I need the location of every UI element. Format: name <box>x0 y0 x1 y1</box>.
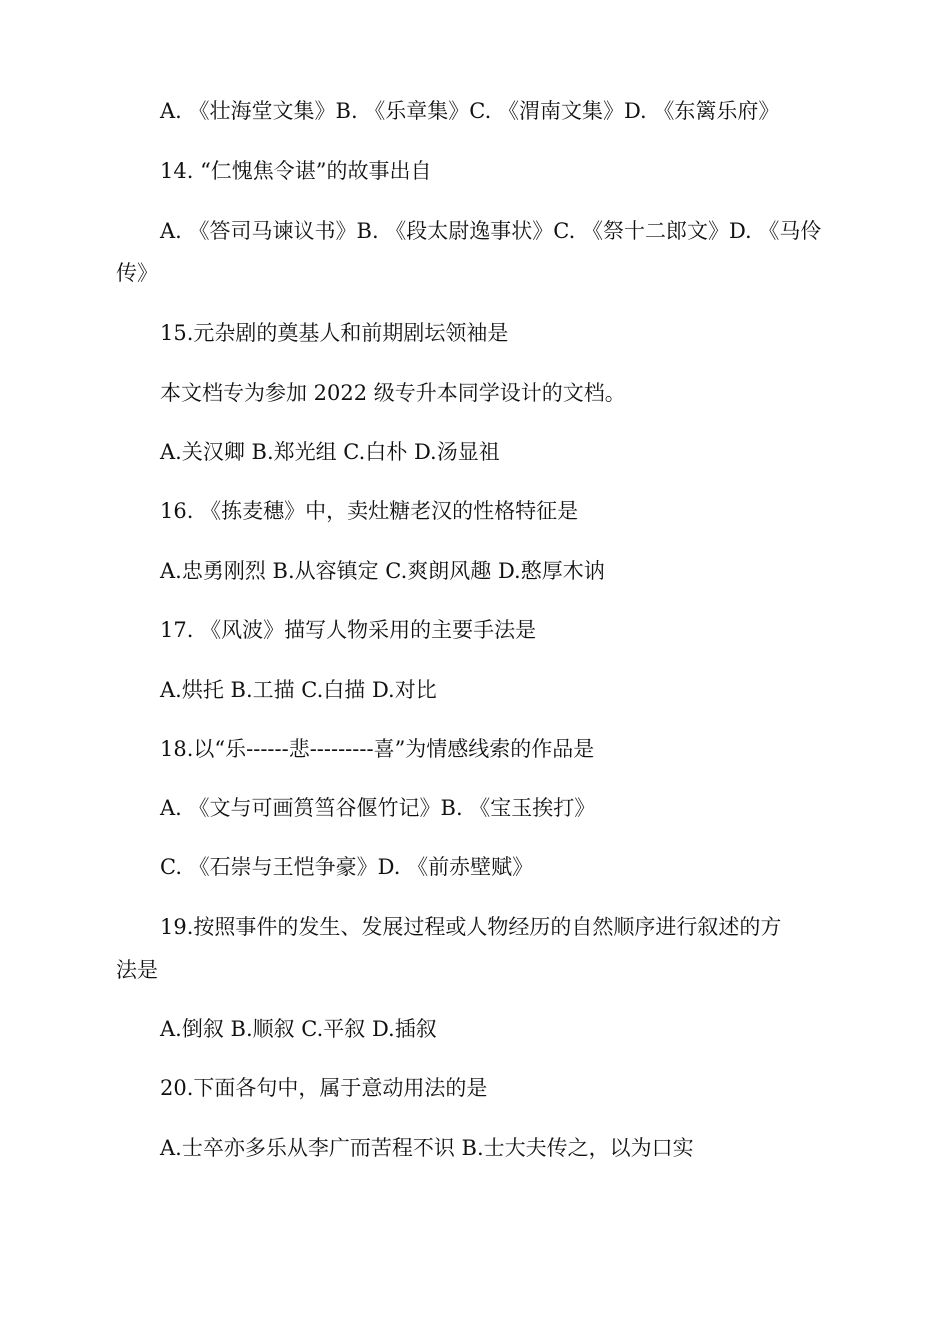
q18-options-line1: A. 《文与可画筼筜谷偃竹记》B. 《宝玉挨打》 <box>160 796 596 820</box>
q16-options: A.忠勇刚烈 B.从容镇定 C.爽朗风趣 D.憨厚木讷 <box>160 559 605 583</box>
q14-options: A. 《答司马谏议书》B. 《段太尉逸事状》C. 《祭十二郎文》D. 《马伶 <box>160 219 822 243</box>
q17-question: 17. 《风波》描写人物采用的主要手法是 <box>160 618 537 642</box>
q18-options-line2: C. 《石崇与王恺争豪》D. 《前赤壁赋》 <box>160 855 534 879</box>
q19-question: 19.按照事件的发生、发展过程或人物经历的自然顺序进行叙述的方 <box>160 915 782 939</box>
q19-question-continued: 法是 <box>116 958 158 982</box>
q18-question: 18.以“乐------悲---------喜”为情感线索的作品是 <box>160 737 595 761</box>
q16-question: 16. 《拣麦穗》中，卖灶糖老汉的性格特征是 <box>160 499 579 523</box>
q19-options: A.倒叙 B.顺叙 C.平叙 D.插叙 <box>160 1017 437 1041</box>
q20-options: A.士卒亦多乐从李广而苦程不识 B.士大夫传之，以为口实 <box>160 1136 694 1160</box>
q15-options: A.关汉卿 B.郑光组 C.白朴 D.汤显祖 <box>160 440 500 464</box>
document-note: 本文档专为参加 2022 级专升本同学设计的文档。 <box>160 381 626 405</box>
q14-question: 14. “仁愧焦令谌”的故事出自 <box>160 159 432 183</box>
q14-options-continued: 传》 <box>116 261 158 285</box>
q20-question: 20.下面各句中，属于意动用法的是 <box>160 1076 488 1100</box>
q13-options: A. 《壮海堂文集》B. 《乐章集》C. 《渭南文集》D. 《东篱乐府》 <box>160 99 780 123</box>
q15-question: 15.元杂剧的奠基人和前期剧坛领袖是 <box>160 321 509 345</box>
q17-options: A.烘托 B.工描 C.白描 D.对比 <box>160 678 437 702</box>
